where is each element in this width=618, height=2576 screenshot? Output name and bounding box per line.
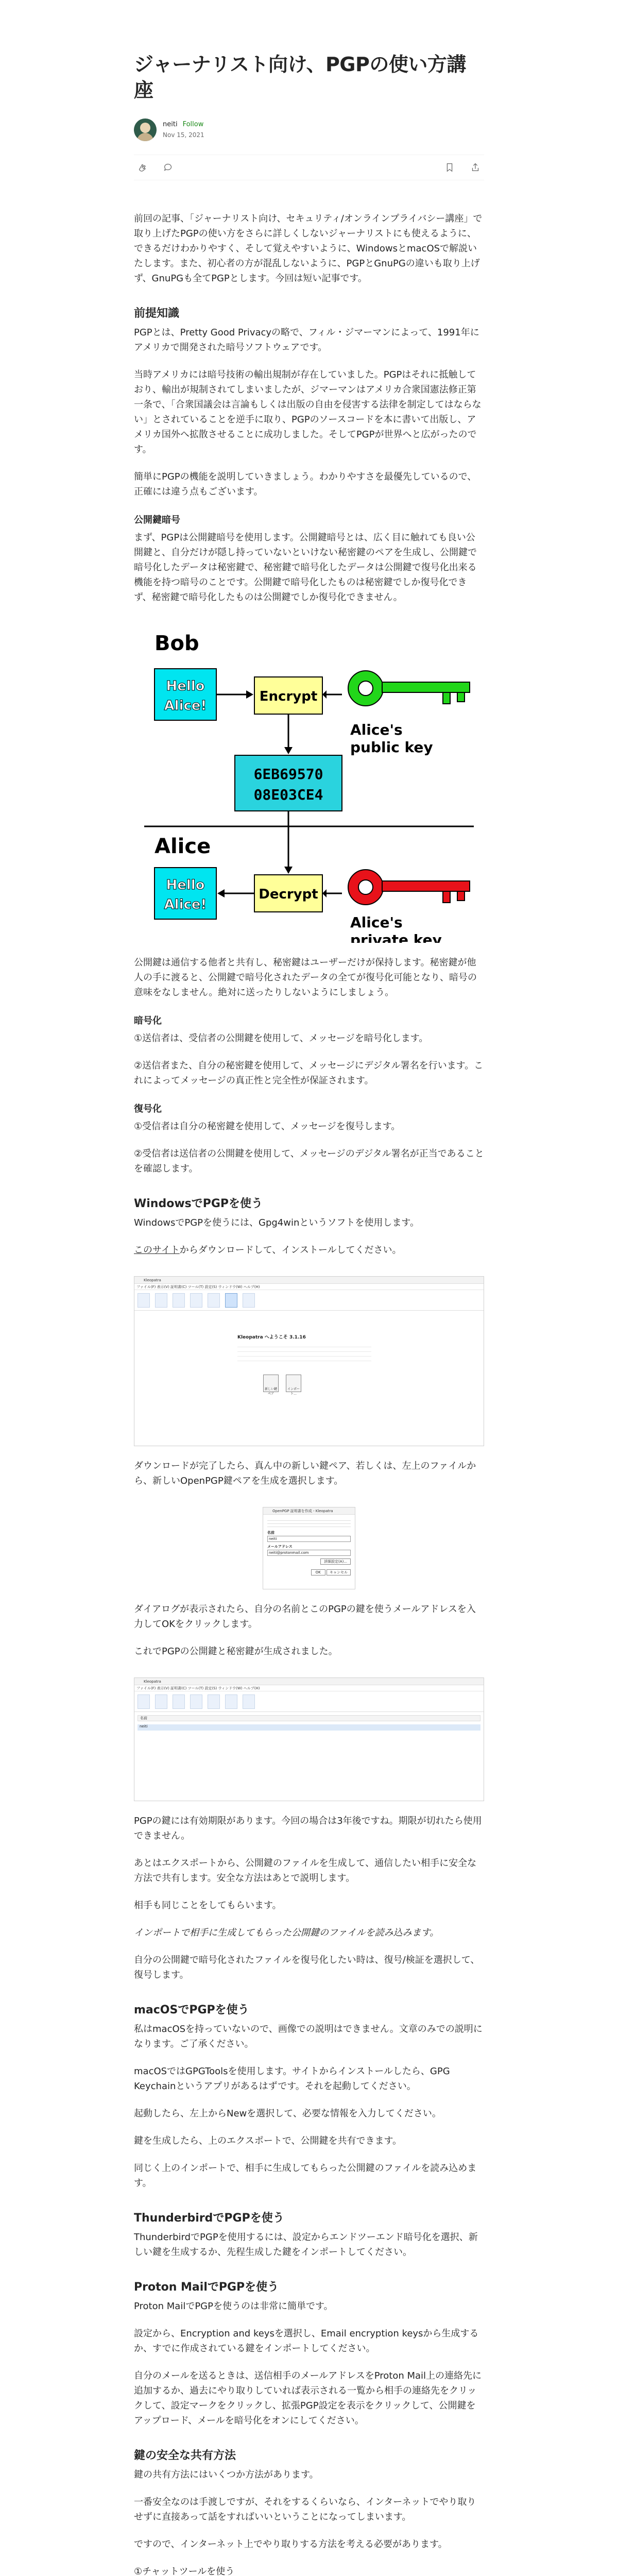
paragraph: Proton MailでPGPを使うのは非常に簡単です。 — [134, 2301, 333, 2312]
article-title: ジャーナリスト向け、PGPの使い方講座 — [134, 53, 466, 101]
paragraph: 自分の公開鍵で暗号化されたファイルを復号化したい時は、復号/検証を選択して、復号します。 — [134, 1955, 480, 1980]
bob-label: Bob — [154, 632, 199, 655]
author-bar — [134, 117, 484, 142]
publish-date: Nov 15, 2021 — [163, 131, 204, 139]
action-bar — [134, 155, 484, 180]
author-meta — [163, 120, 204, 140]
paragraph: ①チャットツールを使う — [134, 2566, 235, 2576]
article-column — [134, 0, 484, 2576]
svg-text:Alice!: Alice! — [164, 698, 207, 714]
heading-thunderbird: ThunderbirdでPGPを使う — [134, 2212, 284, 2225]
paragraph: まず、PGPは公開鍵暗号を使用します。公開鍵暗号とは、広く目に触れても良い公開鍵と、自分だけが隠し持っていないといけない秘密鍵のペアを生成し、公開鍵で暗号化したデータは秘密鍵で、秘密鍵で暗号化したデータは公開鍵で復号化出来る機能を持つ暗号のことです。公開鍵で暗号化したものは秘密鍵でしか復号化できず、秘密鍵で暗号化したものは公開鍵でしか復号化できません。 — [134, 532, 477, 603]
heading-encrypt: 暗号化 — [134, 1015, 162, 1026]
paragraph: ②受信者は送信者の公開鍵を使用して、メッセージのデジタル署名が正当であることを確認します。 — [134, 1148, 484, 1174]
svg-text:private key: private key — [350, 931, 442, 943]
svg-text:Hello: Hello — [166, 877, 205, 893]
public-key-diagram — [134, 623, 484, 943]
heading-prereq: 前提知識 — [134, 307, 180, 320]
paragraph: 一番安全なのは手渡しですが、それをするくらいなら、インターネットでやり取りせずに直接あって話をすればいいということになってしまいます。 — [134, 2497, 476, 2522]
paragraph: 起動したら、左上からNewを選択して、必要な情報を入力してください。 — [134, 2108, 441, 2119]
author-name[interactable]: neiti — [163, 121, 178, 128]
paragraph: macOSではGPGToolsを使用します。サイトからインストールしたら、GPG Keychainというアプリがあるはずです。それを起動してください。 — [134, 2066, 450, 2092]
paragraph: ①送信者は、受信者の公開鍵を使用して、メッセージを暗号化します。 — [134, 1033, 428, 1044]
paragraph: PGPの鍵には有効期限があります。今回の場合は3年後ですね。期限が切れたら使用できません。 — [134, 1816, 482, 1841]
avatar[interactable] — [134, 118, 157, 141]
paragraph: ①受信者は自分の秘密鍵を使用して、メッセージを復号します。 — [134, 1121, 401, 1132]
paragraph: ThunderbirdでPGPを使用するには、設定からエンドツーエンド暗号化を選択、新しい鍵を生成するか、先程生成した鍵をインポートしてください。 — [134, 2232, 478, 2258]
paragraph: 簡単にPGPの機能を説明していきましょう。わかりやすさを最優先しているので、正確には違う点もございます。 — [134, 471, 477, 497]
paragraph: WindowsでPGPを使うには、Gpg4winというソフトを使用します。 — [134, 1217, 419, 1228]
create-cert-dialog-screenshot: OpenPGP 証明書を作成 - Kleopatra 名前 neiti メールアドレス neiti@protonmail.com 詳細設定(A)... OK キャンセル — [263, 1507, 355, 1589]
svg-text:public key: public key — [350, 739, 433, 756]
diagram-svg — [134, 623, 484, 943]
svg-text:Alice!: Alice! — [164, 897, 207, 912]
paragraph: 私はmacOSを持っていないので、画像での説明はできません。文章のみでの説明になります。ご了承ください。 — [134, 2024, 483, 2049]
paragraph: ダイアログが表示されたら、自分の名前とこのPGPの鍵を使うメールアドレスを入力してOKをクリックします。 — [134, 1604, 476, 1630]
paragraph: 鍵の共有方法にはいくつか方法があります。 — [134, 2469, 319, 2480]
svg-text:Hello: Hello — [166, 679, 205, 694]
svg-text:Alice's: Alice's — [350, 914, 403, 931]
paragraph: インポートで相手に生成してもらった公開鍵のファイルを読み込みます。 — [134, 1927, 439, 1938]
svg-text:Alice's: Alice's — [350, 721, 403, 738]
paragraph: 公開鍵は通信する他者と共有し、秘密鍵はユーザーだけが保持します。秘密鍵が他人の手に渡ると、公開鍵で暗号化されたデータの全てが復号化可能となり、暗号の意味をなしません。絶対に送ったりしないようにしましょう。 — [134, 957, 477, 998]
alice-label: Alice — [154, 835, 211, 858]
paragraph: 相手も同じことをしてもらいます。 — [134, 1900, 282, 1911]
heading-public-key: 公開鍵暗号 — [134, 515, 180, 526]
key-list-screenshot: Kleopatra ファイル(F) 表示(V) 証明書(C) ツール(T) 設定(S) ウィンドウ(W) ヘルプ(H) 名前 neiti — [134, 1677, 484, 1801]
paragraph: 同じく上のインポートで、相手に生成してもらった公開鍵のファイルを読み込めます。 — [134, 2163, 477, 2189]
download-link[interactable]: このサイト — [134, 1245, 180, 1256]
intro-paragraph: 前回の記事、「ジャーナリスト向け、セキュリティ/オンラインプライバシー講座」で取り上げたPGPの使い方をさらに詳しくしないジャーナリストにも使えるように、できるだけわかりやすく、そして覚えやすいように、WindowsとmacOSで解説いたします。また、初心者の方が混乱しないように、PGPとGnuPGの違いも取り上げず、GnuPGも全てPGPとします。今回は短い記事です。 — [134, 213, 483, 284]
paragraph: 自分のメールを送るときは、送信相手のメールアドレスをProton Mail上の連絡先に追加するか、過去にやり取りしていれば表示される一覧から相手の連絡先をクリックして、設定マークをクリックし、拡張PGP設定を表示をクリックして、公開鍵をアップロード、メールを暗号化をオンにしてください。 — [134, 2370, 482, 2426]
svg-text:6EB69570: 6EB69570 — [253, 766, 323, 783]
kleopatra-screenshot: Kleopatra ファイル(F) 表示(V) 証明書(C) ツール(T) 設定(S) ウィンドウ(W) ヘルプ(H) Kleopatra へようこそ 3.1.16 新しい鍵ペア インポート... — [134, 1276, 484, 1446]
paragraph: このサイトからダウンロードして、インストールしてください。 — [134, 1245, 402, 1256]
heading-windows: WindowsでPGPを使う — [134, 1197, 263, 1210]
paragraph: ダウンロードが完了したら、真ん中の新しい鍵ペア、若しくは、左上のファイルから、新しいOpenPGP鍵ペアを生成を選択します。 — [134, 1461, 476, 1486]
paragraph: あとはエクスポートから、公開鍵のファイルを生成して、通信したい相手に安全な方法で共有します。安全な方法はあとで説明します。 — [134, 1858, 477, 1884]
clap-icon[interactable] — [137, 162, 148, 173]
decrypt-label: Decrypt — [259, 887, 318, 902]
paragraph: これでPGPの公開鍵と秘密鍵が生成されました。 — [134, 1646, 338, 1657]
paragraph: ②送信者また、自分の秘密鍵を使用して、メッセージにデジタル署名を行います。これによってメッセージの真正性と完全性が保証されます。 — [134, 1060, 484, 1086]
follow-button[interactable]: Follow — [182, 121, 204, 128]
heading-macos: macOSでPGPを使う — [134, 2004, 249, 2016]
share-icon[interactable] — [470, 162, 481, 173]
paragraph: ですので、インターネット上でやり取りする方法を考える必要があります。 — [134, 2539, 448, 2550]
comment-icon[interactable] — [163, 162, 174, 173]
heading-key-sharing: 鍵の安全な共有方法 — [134, 2449, 236, 2462]
paragraph: PGPとは、Pretty Good Privacyの略で、フィル・ジマーマンによって、1991年にアメリカで開発された暗号ソフトウェアです。 — [134, 327, 479, 353]
heading-decrypt: 復号化 — [134, 1104, 162, 1114]
paragraph: 設定から、Encryption and keysを選択し、Email encryption keysから生成するか、すでに作成されている鍵をインポートしてください。 — [134, 2328, 479, 2354]
encrypt-label: Encrypt — [259, 689, 318, 704]
paragraph: 鍵を生成したら、上のエクスポートで、公開鍵を共有できます。 — [134, 2136, 402, 2146]
bookmark-icon[interactable] — [444, 162, 455, 173]
paragraph: 当時アメリカには暗号技術の輸出規制が存在していました。PGPはそれに抵触しており、輸出が規制されてしまいましたが、ジマーマンはアメリカ合衆国憲法修正第一条で、「合衆国議会は言論もしくは出版の自由を侵害する法律を制定してはならない」とされていることを逆手に取り、PGPのソースコードを本に書いて出版し、アメリカ国外へ拡散させることに成功しました。そしてPGPが世界へと広がったのです。 — [134, 369, 482, 455]
heading-protonmail: Proton MailでPGPを使う — [134, 2281, 279, 2294]
svg-text:08E03CE4: 08E03CE4 — [253, 786, 323, 803]
